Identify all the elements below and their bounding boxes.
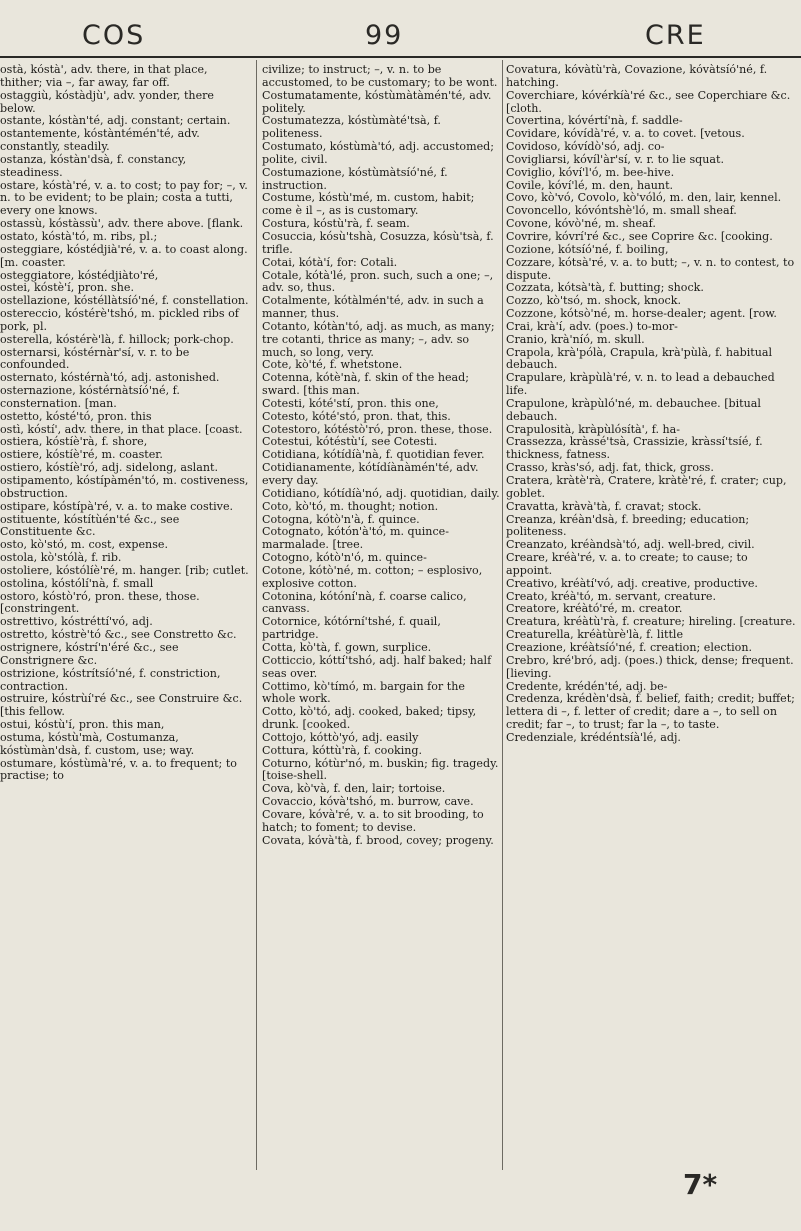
dictionary-entry: Covidoso, kóvídò'só, adj. co-: [506, 140, 665, 154]
dictionary-entry: ostui, kóstù'í, pron. this man,: [0, 718, 165, 732]
dictionary-entry: osternarsi, kóstérnàr'sí, v. r. to be confounded.: [0, 345, 190, 372]
dictionary-entry: Covertina, kóvértí'nà, f. saddle-: [506, 114, 683, 128]
dictionary-entry: Creazione, kréàtsíó'né, f. creation; election.: [506, 640, 753, 654]
dictionary-entry: Cotidiana, kótídíà'nà, f. quotidian fever.: [262, 448, 485, 462]
dictionary-entry: Creaturella, kréàtùrè'là, f. little: [506, 628, 684, 642]
column-divider-2: [502, 60, 503, 1170]
dictionary-entry: Credenza, krédèn'dsà, f. belief, faith; credit; buffet; lettera di –, f. letter of credit; dare a –, to sell on credit; far –, to trust; far la –, to taste.: [506, 692, 795, 732]
dictionary-entry: ostola, kò'stólà, f. rib.: [0, 551, 122, 565]
column-right: [506, 64, 796, 745]
column-divider-1: [256, 60, 257, 1170]
dictionary-entry: Crebro, kré'bró, adj. (poes.) thick, dense; frequent. [lieving.: [506, 653, 794, 680]
dictionary-entry: Covoncello, kóvóntshè'ló, m. small sheaf.: [506, 204, 737, 218]
dictionary-entry: Coturno, kótùr'nó, m. buskin; fig. tragedy. [toise-shell.: [262, 756, 499, 783]
dictionary-entry: Covrire, kóvrí'ré &c., see Coprire &c. [cooking.: [506, 229, 773, 243]
dictionary-entry: Covigliarsi, kóvíl'àr'sí, v. r. to lie squat.: [506, 152, 724, 166]
dictionary-entry: Cotale, kótà'lé, pron. such, such a one; –, adv. so, thus.: [262, 268, 494, 295]
dictionary-entry: Cotestui, kótéstù'í, see Cotesti.: [262, 435, 438, 449]
dictionary-entry: Crassezza, kràssé'tsà, Crassizie, kràssí'tsíé, f. thickness, fatness.: [506, 435, 763, 462]
dictionary-entry: ostrignere, kóstrí'n'éré &c., see Constrignere &c.: [0, 640, 179, 667]
dictionary-entry: Cosuccia, kósù'tshà, Cosuzza, kósù'tsà, f. trifle.: [262, 229, 494, 256]
dictionary-entry: Costumazione, kóstùmàtsíó'né, f. instruction.: [262, 165, 448, 192]
dictionary-entry: ostiera, kóstíè'rà, f. shore,: [0, 435, 148, 449]
dictionary-entry: Covata, kóvà'tà, f. brood, covey; progeny.: [262, 833, 494, 847]
dictionary-entry: ostà, kóstà', adv. there, in that place, thither; via –, far away, far off.: [0, 64, 208, 89]
dictionary-entry: Cotognato, kótón'à'tó, m. quince-marmalade. [tree.: [262, 525, 449, 552]
dictionary-entry: Creatura, kréàtù'rà, f. creature; hireling. [creature.: [506, 615, 796, 629]
dictionary-entry: ostetto, kósté'tó, pron. this: [0, 409, 152, 423]
dictionary-entry: ostituente, kóstítùén'té &c., see Constituente &c.: [0, 512, 180, 539]
dictionary-entry: Cozzone, kótsò'né, m. horse-dealer; agent. [row.: [506, 307, 777, 321]
dictionary-entry: Covo, kò'vó, Covolo, kò'vóló, m. den, lair, kennel.: [506, 191, 782, 205]
dictionary-entry: Covile, kóví'lé, m. den, haunt.: [506, 178, 674, 192]
dictionary-entry: ostuma, kóstù'mà, Costumanza, kóstùmàn'dsà, f. custom, use; way.: [0, 730, 195, 757]
dictionary-entry: osto, kò'stó, m. cost, expense.: [0, 538, 168, 552]
dictionary-entry: Covatura, kóvàtù'rà, Covazione, kóvàtsíó'né, f. hatching.: [506, 64, 768, 89]
dictionary-entry: Covare, kóvà'ré, v. a. to sit brooding, to hatch; to foment; to devise.: [262, 807, 484, 834]
dictionary-entry: Creanza, kréàn'dsà, f. breeding; education; politeness.: [506, 512, 750, 539]
dictionary-entry: Crasso, kràs'só, adj. fat, thick, gross.: [506, 461, 714, 475]
dictionary-entry: ostumare, kóstùmà'ré, v. a. to frequent; to practise; to: [0, 756, 237, 783]
dictionary-entry: ostoliere, kóstólíè'ré, m. hanger. [rib; cutlet.: [0, 563, 249, 577]
header-rule: [0, 56, 801, 58]
dictionary-entry: Cotogno, kótò'n'ó, m. quince-: [262, 551, 427, 565]
dictionary-entry: ostrizione, kóstrítsíó'né, f. constriction, contraction.: [0, 666, 221, 693]
dictionary-entry: Cotalmente, kótàlmén'té, adv. in such a manner, thus.: [262, 294, 484, 321]
dictionary-entry: Cravatta, kràvà'tà, f. cravat; stock.: [506, 499, 702, 513]
dictionary-entry: Costumatamente, kóstùmàtàmén'té, adv. politely.: [262, 88, 492, 115]
dictionary-entry: ostantemente, kóstàntémén'té, adv. constantly, steadily.: [0, 127, 200, 154]
dictionary-entry: ostereccio, kóstérè'tshó, m. pickled ribs of pork, pl.: [0, 307, 239, 333]
dictionary-entry: Cova, kò'và, f. den, lair; tortoise.: [262, 782, 446, 796]
dictionary-entry: Credenziale, krédéntsíà'lé, adj.: [506, 730, 681, 744]
dictionary-entry: Covaccio, kóvà'tshó, m. burrow, cave.: [262, 795, 474, 809]
dictionary-entry: Costumatezza, kóstùmàté'tsà, f. politeness.: [262, 114, 441, 141]
dictionary-entry: Cote, kò'té, f. whetstone.: [262, 358, 403, 372]
dictionary-entry: Cotone, kótò'né, m. cotton; – esplosivo, explosive cotton.: [262, 563, 483, 590]
dictionary-entry: Coverchiare, kóvérkíà'ré &c., see Coperchiare &c. [cloth.: [506, 88, 791, 115]
dictionary-entry: ostipamento, kóstípàmén'tó, m. costiveness, obstruction.: [0, 474, 249, 500]
dictionary-entry: ostretto, kóstrè'tó &c., see Constretto &c.: [0, 628, 237, 642]
dictionary-entry: ostrettivo, kóstréttí'vó, adj.: [0, 615, 153, 629]
dictionary-entry: Cratera, kràtè'rà, Cratere, kràtè'ré, f. crater; cup, goblet.: [506, 474, 787, 500]
dictionary-entry: osteggiare, kóstédjià'ré, v. a. to coast along. [m. coaster.: [0, 242, 248, 269]
dictionary-entry: ostolina, kóstólí'nà, f. small: [0, 576, 154, 590]
dictionary-entry: Cotesti, kóté'stí, pron. this one,: [262, 396, 439, 410]
dictionary-entry: ostoro, kóstò'ró, pron. these, those. [constringent.: [0, 589, 200, 616]
dictionary-entry: Cotidianamente, kótídíànàmén'té, adv. every day.: [262, 461, 479, 487]
dictionary-entry: ostei, kóstè'í, pron. she.: [0, 281, 134, 295]
dictionary-entry: Cotai, kótà'í, for: Cotali.: [262, 255, 398, 269]
dictionary-entry: Creato, kréà'tó, m. servant, creature.: [506, 589, 716, 603]
header-right-guideword: CRE: [645, 20, 706, 51]
dictionary-entry: Covidare, kóvídà'ré, v. a. to covet. [vetous.: [506, 127, 745, 141]
dictionary-entry: Cotonina, kótóní'nà, f. coarse calico, canvass.: [262, 589, 467, 616]
column-left: [0, 64, 250, 783]
column-middle: [262, 64, 500, 847]
dictionary-entry: Costume, kóstù'mé, m. custom, habit; come è il –, as is customary.: [262, 191, 475, 218]
dictionary-entry: ostruire, kóstrùí'ré &c., see Construire &c. [this fellow.: [0, 692, 243, 719]
dictionary-entry: Cozzata, kótsà'tà, f. butting; shock.: [506, 281, 704, 295]
dictionary-entry: ostellazione, kóstéllàtsíó'né, f. constellation.: [0, 294, 249, 308]
dictionary-entry: Creatore, kréàtó'ré, m. creator.: [506, 602, 683, 616]
dictionary-entry: Coto, kò'tó, m. thought; notion.: [262, 499, 439, 513]
dictionary-entry: Cotticcio, kóttí'tshó, adj. half baked; half seas over.: [262, 653, 492, 680]
dictionary-entry: Creanzato, kréàndsà'tó, adj. well-bred, civil.: [506, 538, 755, 552]
dictionary-entry: Creare, kréà'ré, v. a. to create; to cause; to appoint.: [506, 551, 748, 577]
dictionary-entry: Cotta, kò'tà, f. gown, surplice.: [262, 640, 432, 654]
dictionary-entry: Crapulone, kràpùló'né, m. debauchee. [bitual debauch.: [506, 396, 761, 423]
dictionary-entry: ostante, kóstàn'té, adj. constant; certain.: [0, 114, 231, 128]
dictionary-entry: osteggiatore, kóstédjiàto'ré,: [0, 268, 159, 282]
dictionary-entry: Cozione, kótsíó'né, f. boiling,: [506, 242, 669, 256]
dictionary-entry: civilize; to instruct; –, v. n. to be accustomed, to be customary; to be wont.: [262, 64, 498, 89]
dictionary-entry: osternazione, kóstérnàtsíó'né, f. consternation. [man.: [0, 384, 180, 410]
header-left-guideword: COS: [82, 20, 146, 51]
dictionary-entry: Cotanto, kótàn'tó, adj. as much, as many; tre cotanti, thrice as many; –, adv. so much, so long, very.: [262, 319, 495, 359]
dictionary-entry: Costumato, kóstùmà'tó, adj. accustomed; polite, civil.: [262, 140, 495, 166]
dictionary-entry: ostipare, kóstípà'ré, v. a. to make costive.: [0, 499, 234, 513]
dictionary-entry: Cotesto, kóté'stó, pron. that, this.: [262, 409, 451, 423]
dictionary-entry: Cozzare, kótsà'ré, v. a. to butt; –, v. n. to contest, to dispute.: [506, 255, 795, 282]
dictionary-entry: Costura, kóstù'rà, f. seam.: [262, 217, 410, 231]
dictionary-entry: Covone, kóvò'né, m. sheaf.: [506, 217, 656, 231]
dictionary-entry: Crapulosità, kràpùlósítà', f. ha-: [506, 422, 681, 436]
dictionary-entry: Cottojo, kóttò'yó, adj. easily: [262, 730, 419, 744]
dictionary-entry: Cotidiano, kótídíà'nó, adj. quotidian, daily.: [262, 486, 500, 500]
dictionary-entry: osternato, kóstérnà'tó, adj. astonished.: [0, 371, 220, 385]
dictionary-entry: ostiero, kóstíè'ró, adj. sidelong, aslant.: [0, 461, 218, 475]
dictionary-entry: Cotornice, kótórní'tshé, f. quail, partridge.: [262, 615, 441, 642]
dictionary-entry: Cotenna, kótè'nà, f. skin of the head; sward. [this man.: [262, 371, 470, 398]
dictionary-entry: ostare, kóstà'ré, v. a. to cost; to pay for; –, v. n. to be evident; to be plain; costa a tutti, every one knows.: [0, 178, 248, 218]
dictionary-entry: ostaggiù, kóstàdjù', adv. yonder, there below.: [0, 88, 214, 115]
dictionary-entry: osterella, kóstérè'là, f. hillock; pork-chop.: [0, 332, 234, 346]
dictionary-entry: Crai, krà'í, adv. (poes.) to-mor-: [506, 319, 678, 333]
dictionary-entry: Cottura, kóttù'rà, f. cooking.: [262, 743, 423, 757]
dictionary-entry: ostanza, kóstàn'dsà, f. constancy, steadiness.: [0, 152, 187, 179]
dictionary-entry: Cottimo, kò'tímó, m. bargain for the whole work.: [262, 679, 465, 706]
dictionary-entry: Creativo, kréàtí'vó, adj. creative, productive.: [506, 576, 758, 590]
dictionary-entry: ostì, kóstí', adv. there, in that place. [coast.: [0, 422, 243, 436]
running-header: [0, 0, 801, 58]
dictionary-entry: Coviglio, kóví'l'ó, m. bee-hive.: [506, 165, 675, 179]
dictionary-entry: Cotogna, kótò'n'à, f. quince.: [262, 512, 420, 526]
dictionary-entry: Cozzo, kò'tsó, m. shock, knock.: [506, 294, 682, 308]
page-number: 99: [365, 20, 404, 51]
dictionary-entry: Cranio, krà'níó, m. skull.: [506, 332, 645, 346]
dictionary-entry: ostiere, kóstíè'ré, m. coaster.: [0, 448, 163, 462]
signature-mark: 7*: [683, 1168, 718, 1201]
dictionary-entry: Credente, krédén'té, adj. be-: [506, 679, 668, 693]
dictionary-entry: Crapulare, kràpùlà'ré, v. n. to lead a debauched life.: [506, 371, 775, 398]
dictionary-entry: ostato, kóstà'tó, m. ribs, pl.;: [0, 229, 158, 243]
dictionary-entry: Cotto, kò'tó, adj. cooked, baked; tipsy, drunk. [cooked.: [262, 705, 477, 732]
dictionary-entry: Crapola, krà'pólà, Crapula, krà'pùlà, f. habitual debauch.: [506, 345, 773, 372]
dictionary-entry: Cotestoro, kótéstò'ró, pron. these, those.: [262, 422, 493, 436]
dictionary-entry: ostassù, kóstàssù', adv. there above. [flank.: [0, 217, 244, 231]
